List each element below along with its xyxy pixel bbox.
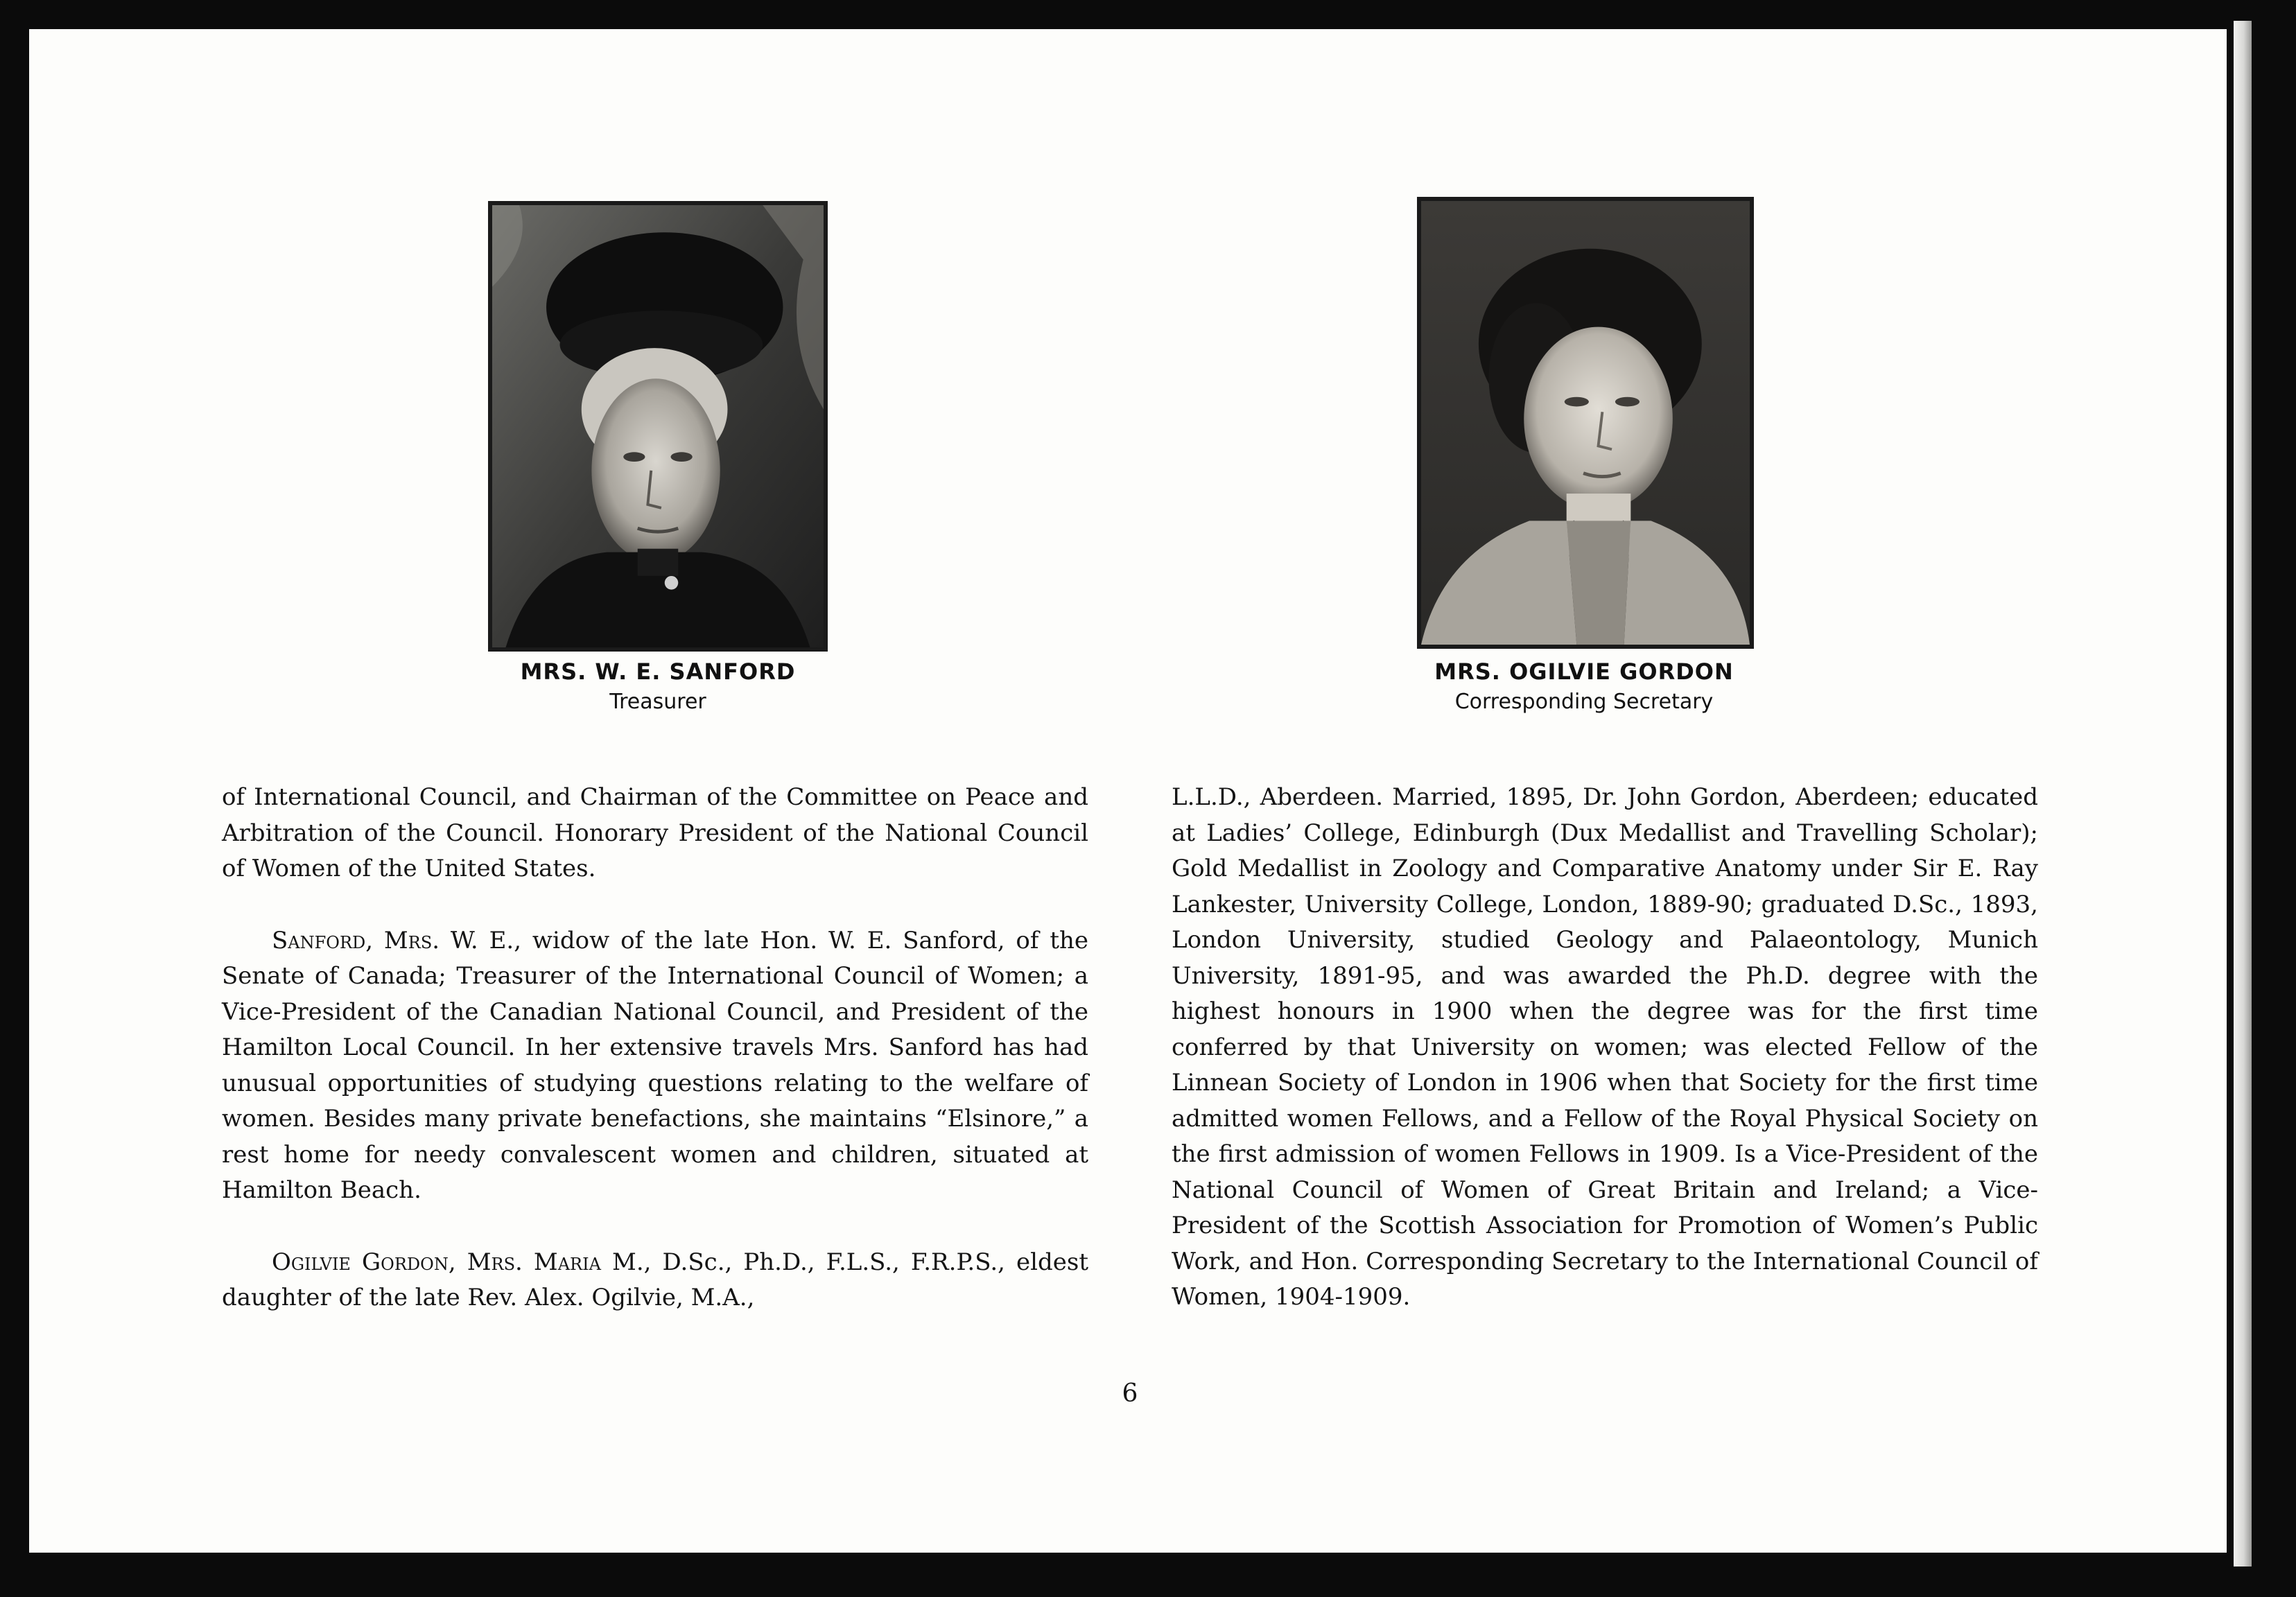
left-column-text xyxy=(222,780,1088,1316)
left-paragraph-1: of International Council, and Chairman of the Committee on Peace and Arbitration of the Council. Honorary President of the National Council of Women of the United States. xyxy=(222,783,1088,882)
page-number: 6 xyxy=(1122,1379,1138,1408)
right-paragraph-1: L.L.D., Aberdeen. Married, 1895, Dr. John Gordon, Aberdeen; educated at Ladies’ College, Edinburgh (Dux Medallist and Travelling Scholar); Gold Medallist in Zoology and Comparative Anatomy under Sir E. Ray Lankester, University College, London, 1889-90; graduated D.Sc., 1893, London University, studied Geology and Palaeontology, Munich University, 1891-95, and was awarded the Ph.D. degree with the highest honours in 1900 when the degree was for the first time conferred by that University on women; was elected Fellow of the Linnean Society of London in 1906 when that Society for the first time admitted women Fellows, and a Fellow of the Royal Physical Society on the first admission of women Fellows in 1909. Is a Vice-President of the National Council of Women of Great Britain and Ireland; a Vice-President of the Scottish Association for Promotion of Women’s Public Work, and Hon. Corresponding Secretary to the International Council of Women, 1904-1909. xyxy=(1172,783,2038,1311)
portrait-ogilvie-gordon xyxy=(1417,197,1754,649)
portrait-sanford-image xyxy=(492,205,824,647)
entry-lead-ogilvie-gordon: Ogilvie Gordon, Mrs. Maria M., xyxy=(272,1248,652,1276)
page-edge xyxy=(2234,21,2252,1567)
right-column-text xyxy=(1172,780,2038,1316)
entry-body-ogilvie-gordon: D.Sc., Ph.D., F.L.S., F.R.P.S., eldest daughter of the late Rev. Alex. Ogilvie, M.A., xyxy=(222,1248,1088,1311)
caption-role-sanford: Treasurer xyxy=(609,690,706,714)
caption-name-ogilvie-gordon: MRS. OGILVIE GORDON xyxy=(1434,658,1734,685)
entry-lead-sanford: Sanford, Mrs. W. E., xyxy=(272,926,522,954)
portrait-ogilvie-gordon-image xyxy=(1421,201,1750,645)
entry-body-sanford: widow of the late Hon. W. E. Sanford, of the Senate of Canada; Treasurer of the International Council of Women; a Vice-President of the Canadian National Council, and President of the Hamilton Local Council. In her extensive travels Mrs. Sanford has had unusual opportunities of studying questions relating to the welfare of women. Besides many private benefactions, she maintains “Elsinore,” a rest home for needy convalescent women and children, situated at Hamilton Beach. xyxy=(222,926,1089,1204)
caption-role-ogilvie-gordon: Corresponding Secretary xyxy=(1454,690,1714,714)
caption-name-sanford: MRS. W. E. SANFORD xyxy=(520,658,796,685)
portrait-sanford xyxy=(488,201,828,652)
left-paragraph-3 xyxy=(222,1245,1088,1316)
left-paragraph-2 xyxy=(222,923,1088,1209)
